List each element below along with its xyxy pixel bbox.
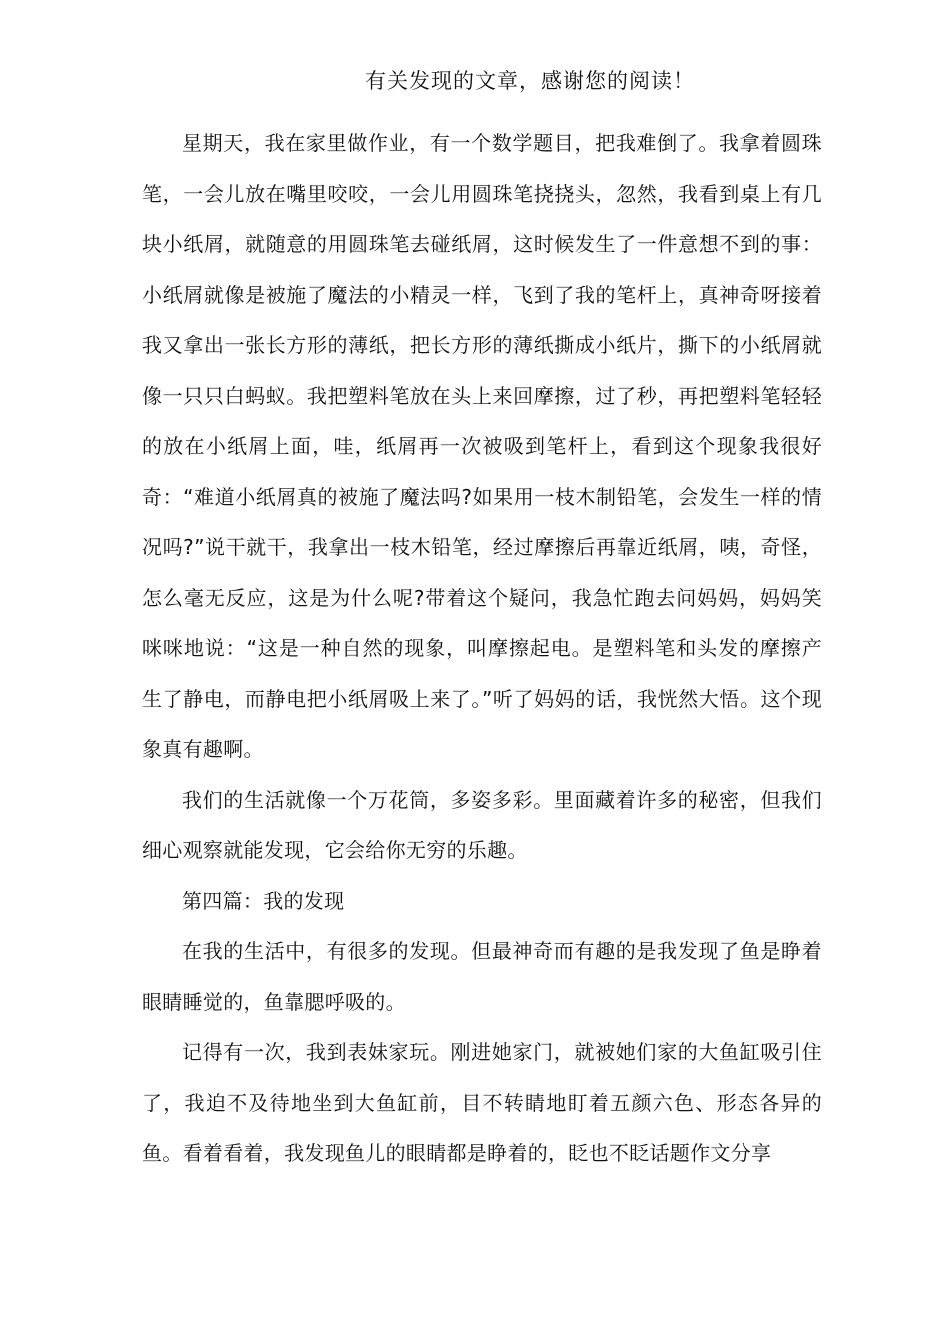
section-heading: 第四篇：我的发现 bbox=[182, 888, 345, 913]
article-paragraph-3: 在我的生活中，有很多的发现。但最神奇而有趣的是我发现了鱼是睁着眼睛睡觉的，鱼靠腮呼吸的。 bbox=[142, 939, 822, 1014]
article-body bbox=[142, 118, 822, 1179]
page-header-title: 有关发现的文章，感谢您的阅读！ bbox=[365, 69, 695, 93]
article-paragraph-4 bbox=[142, 1027, 822, 1179]
article-paragraph-4-text: 记得有一次，我到表妹家玩。刚进她家门，就被她们家的大鱼缸吸引住了，我迫不及待地坐到大鱼缸前，目不转睛地盯着五颜六色、形态各异的鱼。看着看着，我发现鱼儿的眼睛都是睁着的，眨也不眨 bbox=[142, 1040, 822, 1165]
article-paragraph-1: 星期天，我在家里做作业，有一个数学题目，把我难倒了。我拿着圆珠笔，一会儿放在嘴里咬咬，一会儿用圆珠笔挠挠头，忽然，我看到桌上有几块小纸屑，就随意的用圆珠笔去碰纸屑，这时候发生了一件意想不到的事：小纸屑就像是被施了魔法的小精灵一样，飞到了我的笔杆上，真神奇呀接着我又拿出一张长方形的薄纸，把长方形的薄纸撕成小纸片，撕下的小纸屑就像一只只白蚂蚁。我把塑料笔放在头上来回摩擦，过了秒，再把塑料笔轻轻的放在小纸屑上面，哇，纸屑再一次被吸到笔杆上，看到这个现象我很好奇：“难道小纸屑真的被施了魔法吗?如果用一枝木制铅笔，会发生一样的情况吗?”说干就干，我拿出一枝木铅笔，经过摩擦后再靠近纸屑，咦，奇怪，怎么毫无反应，这是为什么呢?带着这个疑问，我急忙跑去问妈妈，妈妈笑咪咪地说：“这是一种自然的现象，叫摩擦起电。是塑料笔和头发的摩擦产生了静电，而静电把小纸屑吸上来了。”听了妈妈的话，我恍然大悟。这个现象真有趣啊。 bbox=[142, 131, 822, 761]
article-paragraph-2: 我们的生活就像一个万花筒，多姿多彩。里面藏着许多的秘密，但我们细心观察就能发现，它会给你无穷的乐趣。 bbox=[142, 787, 822, 862]
article-paragraph-4-tail: 话题作文分享 bbox=[649, 1141, 772, 1165]
